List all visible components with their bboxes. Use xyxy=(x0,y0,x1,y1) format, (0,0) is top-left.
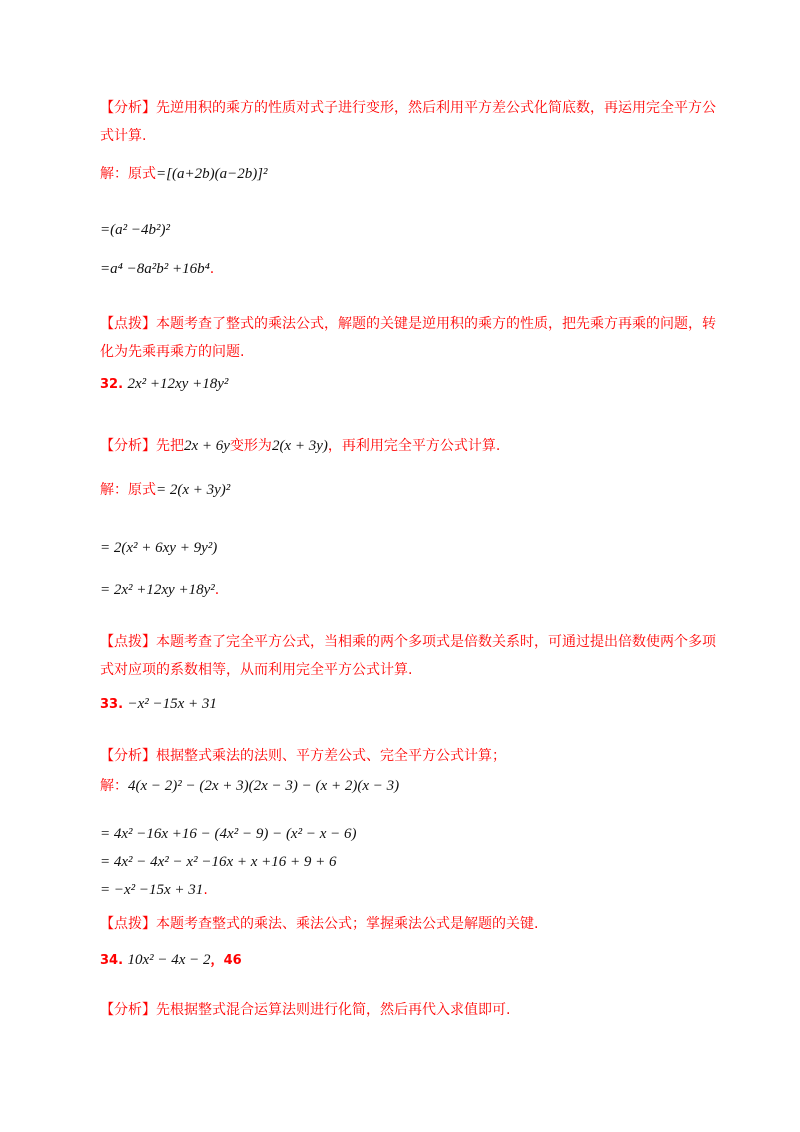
math-step: =(a² −4b²)² xyxy=(100,222,170,238)
tip-31-line-2: 化为先乘再乘方的问题. xyxy=(100,344,245,360)
solution-33-line-2 xyxy=(100,824,357,844)
analysis-text: ，再利用完全平方公式计算. xyxy=(327,438,501,454)
solution-label: 解： xyxy=(100,778,128,794)
problem-number: 34. xyxy=(100,953,124,968)
solution-32-line-2 xyxy=(100,538,217,558)
solution-31-line-2 xyxy=(100,220,170,240)
solution-label: 解：原式 xyxy=(100,482,156,498)
answer-value: 46 xyxy=(223,953,242,968)
problem-34-answer xyxy=(100,950,242,971)
solution-32-line-3 xyxy=(100,580,219,600)
tip-32-line-2: 式对应项的系数相等，从而利用完全平方公式计算. xyxy=(100,662,413,678)
answer-expression: 2x² +12xy +18y² xyxy=(127,376,229,392)
math-step: = 4x² − 4x² − x² −16x + x +16 + 9 + 6 xyxy=(100,854,337,870)
separator: ， xyxy=(210,953,224,968)
period: . xyxy=(203,882,208,898)
math-step: =a⁴ −8a²b² +16b⁴ xyxy=(100,261,210,277)
problem-33-answer xyxy=(100,694,217,715)
solution-31-line-3 xyxy=(100,259,214,279)
solution-33-line-1 xyxy=(100,776,399,796)
analysis-text: 【分析】先把 xyxy=(100,438,184,454)
math-inline: 2x + 6y xyxy=(184,438,230,454)
answer-expression: 10x² − 4x − 2 xyxy=(127,952,211,968)
period: . xyxy=(209,261,215,277)
solution-label: 解：原式 xyxy=(100,166,156,182)
tip-33: 【点拨】本题考查整式的乘法、乘法公式；掌握乘法公式是解题的关键. xyxy=(100,916,539,932)
analysis-33: 【分析】根据整式乘法的法则、平方差公式、完全平方公式计算； xyxy=(100,748,506,764)
analysis-31-line-2: 式计算. xyxy=(100,128,147,144)
analysis-32 xyxy=(100,436,500,456)
math-step: = 2(x + 3y)² xyxy=(156,482,231,498)
problem-number: 32. xyxy=(100,377,124,392)
tip-32-line-1: 【点拨】本题考查了完全平方公式，当相乘的两个多项式是倍数关系时，可通过提出倍数使两个多项 xyxy=(100,634,716,650)
solution-31-line-1 xyxy=(100,164,268,184)
analysis-31-line-1: 【分析】先逆用积的乘方的性质对式子进行变形，然后利用平方差公式化简底数，再运用完全平方公 xyxy=(100,100,716,116)
math-step: = 2(x² + 6xy + 9y²) xyxy=(100,540,218,556)
math-step: = 4x² −16x +16 − (4x² − 9) − (x² − x − 6) xyxy=(100,826,357,842)
answer-expression: −x² −15x + 31 xyxy=(127,696,217,712)
analysis-34: 【分析】先根据整式混合运算法则进行化简，然后再代入求值即可. xyxy=(100,1002,511,1018)
math-step: =[(a+2b)(a−2b)]² xyxy=(156,166,268,182)
math-inline: 2(x + 3y) xyxy=(271,438,328,454)
tip-31-line-1: 【点拨】本题考查了整式的乘法公式，解题的关键是逆用积的乘方的性质，把先乘方再乘的问题，转 xyxy=(100,316,716,332)
period: . xyxy=(214,582,220,598)
solution-33-line-3 xyxy=(100,852,337,872)
math-step: = 2x² +12xy +18y² xyxy=(100,582,215,598)
problem-number: 33. xyxy=(100,697,124,712)
solution-32-line-1 xyxy=(100,480,230,500)
math-step: = −x² −15x + 31 xyxy=(100,882,204,898)
solution-33-line-4 xyxy=(100,880,208,900)
math-step: 4(x − 2)² − (2x + 3)(2x − 3) − (x + 2)(x − 3) xyxy=(128,778,400,794)
analysis-text: 变形为 xyxy=(229,438,272,454)
problem-32-answer xyxy=(100,374,228,395)
